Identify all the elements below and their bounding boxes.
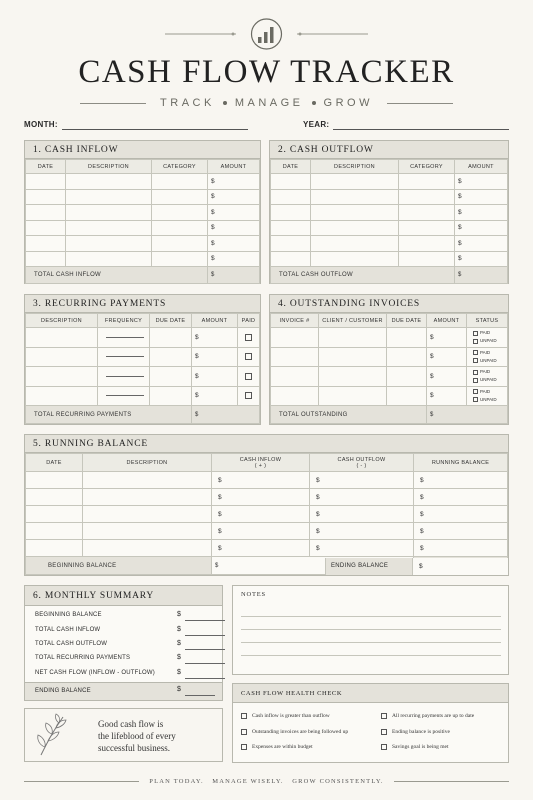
table-row[interactable]: $ — [26, 347, 260, 367]
col-amount: AMOUNT — [455, 160, 508, 174]
cash-inflow-heading: 1. CASH INFLOW — [25, 141, 260, 159]
subtitle: TRACK MANAGE GROW — [160, 97, 373, 109]
beginning-balance-label: BEGINNING BALANCE — [26, 557, 212, 575]
checkbox[interactable] — [381, 729, 387, 735]
total-cash-inflow-label: TOTAL CASH INFLOW — [26, 267, 208, 284]
col-cash-outflow: CASH OUTFLOW ( - ) — [310, 454, 414, 472]
table-row[interactable]: $ — [271, 174, 508, 190]
bar-chart-icon — [252, 19, 282, 49]
beginning-balance-field[interactable]: $ — [212, 557, 414, 575]
recurring-payments-heading: 3. RECURRING PAYMENTS — [25, 295, 260, 313]
table-row[interactable]: $ — [26, 205, 260, 221]
month-label: MONTH: — [24, 120, 58, 129]
ending-balance-label: ENDING BALANCE — [325, 558, 412, 575]
col-description: DESCRIPTION — [66, 160, 152, 174]
frequency-field[interactable] — [106, 356, 144, 357]
table-row[interactable]: $ PAID UNPAID — [271, 347, 508, 367]
checkbox[interactable] — [241, 744, 247, 750]
table-row[interactable]: $ PAID UNPAID — [271, 328, 508, 348]
col-category: CATEGORY — [152, 160, 208, 174]
col-amount: AMOUNT — [192, 314, 238, 328]
recurring-payments-table — [25, 313, 260, 424]
health-check-heading: CASH FLOW HEALTH CHECK — [233, 684, 508, 703]
col-amount: AMOUNT — [427, 314, 467, 328]
running-balance-table — [25, 453, 508, 575]
status-unpaid-option[interactable]: UNPAID — [473, 376, 507, 384]
table-row[interactable]: $ — [271, 236, 508, 252]
total-outstanding-field[interactable]: $ — [427, 406, 508, 424]
checkbox[interactable] — [381, 744, 387, 750]
summary-total-inflow: TOTAL CASH INFLOW $ — [35, 627, 215, 633]
year-label: YEAR: — [303, 120, 330, 129]
col-description: DESCRIPTION — [26, 314, 98, 328]
table-row[interactable]: $ $ $ — [26, 489, 508, 506]
running-balance-panel — [24, 434, 509, 576]
table-row[interactable]: $ — [271, 205, 508, 221]
quote-box — [24, 708, 223, 762]
status-paid-option[interactable]: PAID — [473, 349, 507, 357]
status-unpaid-option[interactable]: UNPAID — [473, 396, 507, 404]
total-cash-outflow-label: TOTAL CASH OUTFLOW — [271, 267, 455, 284]
col-due-date: DUE DATE — [387, 314, 427, 328]
total-recurring-label: TOTAL RECURRING PAYMENTS — [26, 406, 192, 424]
table-row[interactable]: $ — [26, 189, 260, 205]
checkbox[interactable] — [381, 713, 387, 719]
page-title: CASH FLOW TRACKER — [78, 54, 455, 90]
total-row — [26, 406, 260, 424]
col-date: DATE — [26, 454, 83, 472]
cash-inflow-table — [25, 159, 260, 284]
summary-field[interactable] — [185, 663, 225, 664]
health-check-panel — [232, 683, 509, 763]
notes-heading: NOTES — [241, 591, 266, 598]
col-date: DATE — [271, 160, 311, 174]
table-row[interactable]: $ — [26, 367, 260, 387]
leaf-branch-icon — [35, 713, 69, 757]
table-row[interactable]: $ — [26, 328, 260, 348]
outstanding-invoices-panel — [269, 294, 509, 425]
col-cash-inflow: CASH INFLOW ( + ) — [212, 454, 310, 472]
total-row — [271, 406, 508, 424]
year-field[interactable] — [333, 129, 509, 130]
cash-outflow-heading: 2. CASH OUTFLOW — [270, 141, 508, 159]
status-paid-option[interactable]: PAID — [473, 368, 507, 376]
col-paid: PAID — [238, 314, 260, 328]
status-paid-option[interactable]: PAID — [473, 388, 507, 396]
summary-field[interactable] — [185, 649, 225, 650]
col-client: CLIENT / CUSTOMER — [319, 314, 387, 328]
col-description: DESCRIPTION — [83, 454, 212, 472]
status-unpaid-option[interactable]: UNPAID — [473, 337, 507, 345]
health-check-item[interactable]: Ending balance is positive — [381, 729, 450, 735]
footer-text: PLAN TODAY. MANAGE WISELY. GROW CONSISTENTLY. — [149, 777, 384, 785]
cash-outflow-table — [270, 159, 508, 284]
table-row[interactable]: $ $ $ — [26, 506, 508, 523]
col-amount: AMOUNT — [208, 160, 260, 174]
col-frequency: FREQUENCY — [98, 314, 150, 328]
cash-outflow-panel — [269, 140, 509, 284]
health-check-item[interactable]: Savings goal is being met — [381, 744, 449, 750]
recurring-payments-panel — [24, 294, 261, 425]
col-category: CATEGORY — [399, 160, 455, 174]
total-cash-outflow-field[interactable]: $ — [455, 267, 508, 284]
col-invoice-number: INVOICE # — [271, 314, 319, 328]
paid-checkbox[interactable] — [245, 353, 252, 360]
monthly-summary-heading: 6. MONTHLY SUMMARY — [25, 586, 222, 606]
header-decoration — [0, 16, 533, 52]
health-check-item[interactable]: All recurring payments are up to date — [381, 713, 474, 719]
table-row[interactable]: $ — [271, 189, 508, 205]
status-paid-option[interactable]: PAID — [473, 329, 507, 337]
table-row[interactable]: $ — [26, 251, 260, 267]
table-row[interactable]: $ PAID UNPAID — [271, 386, 508, 406]
summary-field[interactable] — [185, 620, 225, 621]
summary-ending-row: ENDING BALANCE $ — [25, 682, 222, 700]
paid-checkbox[interactable] — [245, 373, 252, 380]
table-row[interactable]: $ — [26, 236, 260, 252]
table-row[interactable]: $ — [271, 220, 508, 236]
table-row[interactable]: $ — [26, 386, 260, 406]
total-outstanding-label: TOTAL OUTSTANDING — [271, 406, 427, 424]
health-check-item[interactable]: Cash inflow is greater than outflow — [241, 713, 330, 719]
col-date: DATE — [26, 160, 66, 174]
col-running-balance: RUNNING BALANCE — [414, 454, 508, 472]
outstanding-invoices-heading: 4. OUTSTANDING INVOICES — [270, 295, 508, 313]
table-row[interactable]: $ $ $ — [26, 540, 508, 557]
frequency-field[interactable] — [106, 376, 144, 377]
notes-panel[interactable] — [232, 585, 509, 675]
summary-net-cash-flow: NET CASH FLOW (INFLOW - OUTFLOW) $ — [35, 670, 215, 676]
paid-checkbox[interactable] — [245, 334, 252, 341]
table-row[interactable]: $ $ $ — [26, 472, 508, 489]
paid-checkbox[interactable] — [245, 392, 252, 399]
table-row[interactable]: $ $ $ — [26, 523, 508, 540]
table-row[interactable]: $ PAID UNPAID — [271, 367, 508, 387]
summary-beginning-balance: BEGINNING BALANCE $ — [35, 612, 215, 618]
col-description: DESCRIPTION — [311, 160, 399, 174]
frequency-field[interactable] — [106, 395, 144, 396]
summary-ending-label: ENDING BALANCE — [35, 688, 91, 694]
running-balance-heading: 5. RUNNING BALANCE — [25, 435, 508, 453]
health-check-item[interactable]: Outstanding invoices are being followed up — [241, 729, 348, 735]
footer — [24, 776, 509, 786]
status-unpaid-option[interactable]: UNPAID — [473, 357, 507, 365]
month-field[interactable] — [62, 129, 248, 130]
summary-ending-field[interactable] — [185, 695, 215, 696]
cash-inflow-panel — [24, 140, 261, 284]
total-row — [26, 267, 260, 284]
quote-text: Good cash flow is the lifeblood of every successful business. — [98, 719, 176, 753]
subtitle-row — [80, 95, 453, 111]
col-due-date: DUE DATE — [150, 314, 192, 328]
summary-total-recurring: TOTAL RECURRING PAYMENTS $ — [35, 655, 215, 661]
table-row[interactable]: $ — [26, 174, 260, 190]
total-row — [271, 267, 508, 284]
table-row[interactable]: $ — [26, 220, 260, 236]
checkbox[interactable] — [241, 729, 247, 735]
summary-field[interactable] — [185, 635, 225, 636]
col-status: STATUS — [467, 314, 508, 328]
health-check-item[interactable]: Expenses are within budget — [241, 744, 313, 750]
summary-field[interactable] — [185, 678, 225, 679]
total-recurring-field[interactable]: $ — [192, 406, 260, 424]
checkbox[interactable] — [241, 713, 247, 719]
summary-total-outflow: TOTAL CASH OUTFLOW $ — [35, 641, 215, 647]
ending-balance-field[interactable]: $ — [412, 558, 508, 575]
outstanding-invoices-table — [270, 313, 508, 424]
frequency-field[interactable] — [106, 337, 144, 338]
table-row[interactable]: $ — [271, 251, 508, 267]
monthly-summary-panel — [24, 585, 223, 701]
total-cash-inflow-field[interactable]: $ — [208, 267, 260, 284]
